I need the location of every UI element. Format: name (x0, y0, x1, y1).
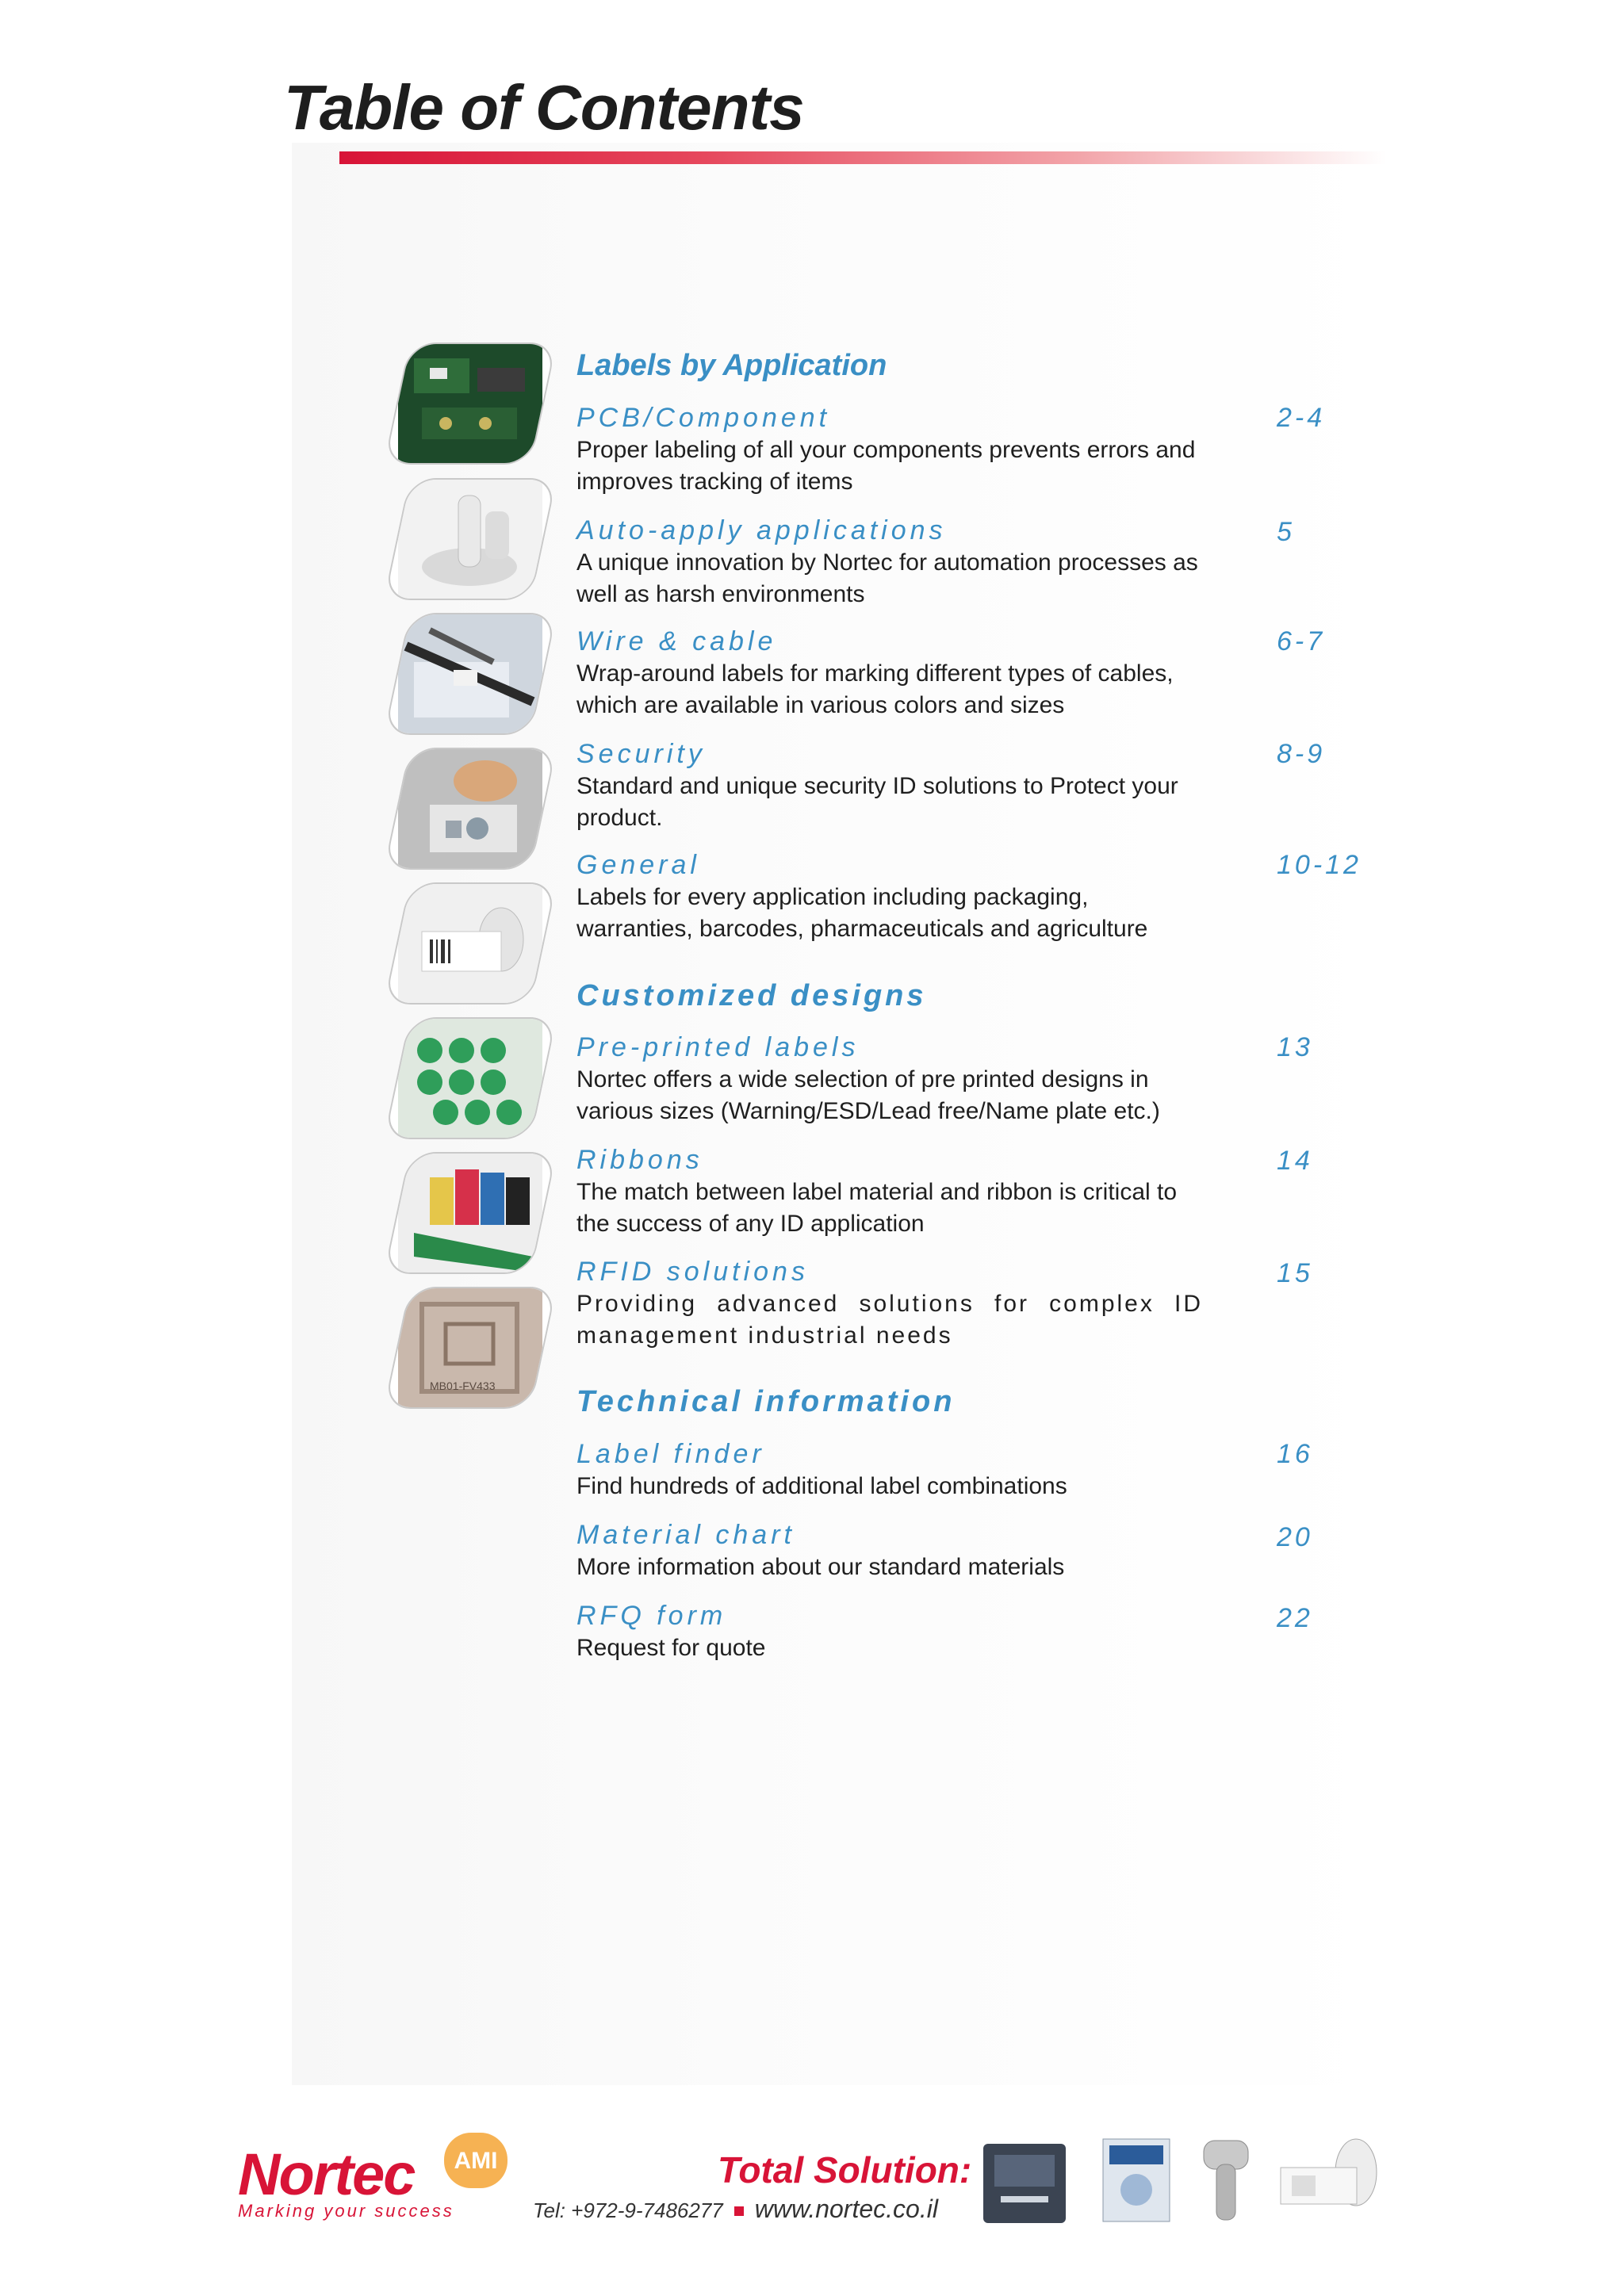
toc-entry-title[interactable]: RFID solutions (576, 1257, 809, 1287)
ami-badge: AMI (444, 2133, 508, 2188)
general-labels-thumbnail (384, 882, 557, 1004)
toc-entry-page[interactable]: 10-12 (1277, 850, 1362, 880)
rfid-chip-label: MB01-FV433 (430, 1380, 496, 1392)
rfid-thumbnail (384, 1287, 557, 1409)
pre-printed-thumbnail (384, 1017, 557, 1139)
auto-apply-thumbnail (384, 478, 557, 600)
toc-entry-title[interactable]: PCB/Component (576, 403, 831, 433)
toc-entry-page[interactable]: 8-9 (1277, 739, 1326, 769)
toc-entry-desc: Standard and unique security ID solutions to Protect your product. (576, 773, 1178, 831)
toc-entry-page[interactable]: 6-7 (1277, 626, 1326, 656)
phone-number: Tel: +972-9-7486277 (533, 2198, 723, 2222)
ribbons-thumbnail (384, 1152, 557, 1274)
toc-entry-page[interactable]: 15 (1277, 1258, 1313, 1288)
toc-entry-title[interactable]: RFQ form (576, 1601, 727, 1631)
toc-entry-page[interactable]: 2-4 (1277, 403, 1326, 433)
toc-entry-desc: Find hundreds of additional label combinations (576, 1473, 1067, 1499)
total-solution-slogan: Total Solution: (718, 2149, 972, 2191)
contact-line (533, 2195, 938, 2224)
title-underline (339, 151, 1386, 164)
wire-cable-thumbnail (384, 613, 557, 735)
toc-entry-title[interactable]: Label finder (576, 1439, 765, 1469)
toc-entry-title[interactable]: Ribbons (576, 1145, 703, 1175)
toc-entry-title[interactable]: General (576, 850, 700, 880)
nortec-logo: Nortec (238, 2141, 415, 2207)
toc-entry-page[interactable]: 16 (1277, 1439, 1313, 1469)
toc-entry-desc: Request for quote (576, 1635, 766, 1661)
separator-dot-icon (734, 2206, 744, 2216)
toc-entry-title[interactable]: Pre-printed labels (576, 1032, 860, 1062)
toc-entry-page[interactable]: 14 (1277, 1146, 1313, 1176)
tagline: Marking your success (238, 2201, 454, 2221)
toc-entry-desc: Nortec offers a wide selection of pre printed designs in various sizes (Warning/ESD/Lead free/Name plate etc.) (576, 1066, 1160, 1124)
toc-entry-desc: Wrap-around labels for marking different types of cables, which are available in various colors and sizes (576, 660, 1174, 718)
section-title: Technical information (576, 1385, 956, 1418)
toc-entry-title[interactable]: Auto-apply applications (576, 515, 947, 545)
software-box-icon (1098, 2133, 1178, 2232)
toc-entry-desc: More information about our standard materials (576, 1554, 1065, 1580)
section-title: Customized designs (576, 979, 927, 1012)
printer-icon (977, 2133, 1072, 2232)
page-title: Table of Contents (284, 72, 804, 143)
toc-entry-title[interactable]: Security (576, 739, 706, 769)
label-roll-icon (1273, 2133, 1384, 2224)
toc-entry-desc: A unique innovation by Nortec for automation processes as well as harsh environments (576, 549, 1198, 607)
barcode-scanner-icon (1196, 2133, 1259, 2232)
toc-entry-desc: Providing advanced solutions for complex ID management industrial needs (576, 1291, 1203, 1349)
toc-entry-desc: The match between label material and ribbon is critical to the success of any ID application (576, 1179, 1178, 1237)
security-thumbnail (384, 748, 557, 870)
toc-entry-title[interactable]: Material chart (576, 1520, 795, 1550)
website-link[interactable]: www.nortec.co.il (754, 2195, 938, 2223)
section-title: Labels by Application (576, 349, 887, 382)
toc-entry-page[interactable]: 20 (1277, 1522, 1313, 1552)
toc-entry-page[interactable]: 22 (1277, 1603, 1313, 1633)
toc-entry-desc: Labels for every application including packaging, warranties, barcodes, pharmaceuticals and agriculture (576, 884, 1148, 942)
toc-entry-page[interactable]: 5 (1277, 517, 1295, 547)
pcb-thumbnail (384, 342, 557, 465)
toc-entry-desc: Proper labeling of all your components prevents errors and improves tracking of items (576, 437, 1196, 495)
toc-entry-page[interactable]: 13 (1277, 1032, 1313, 1062)
toc-entry-title[interactable]: Wire & cable (576, 626, 777, 656)
